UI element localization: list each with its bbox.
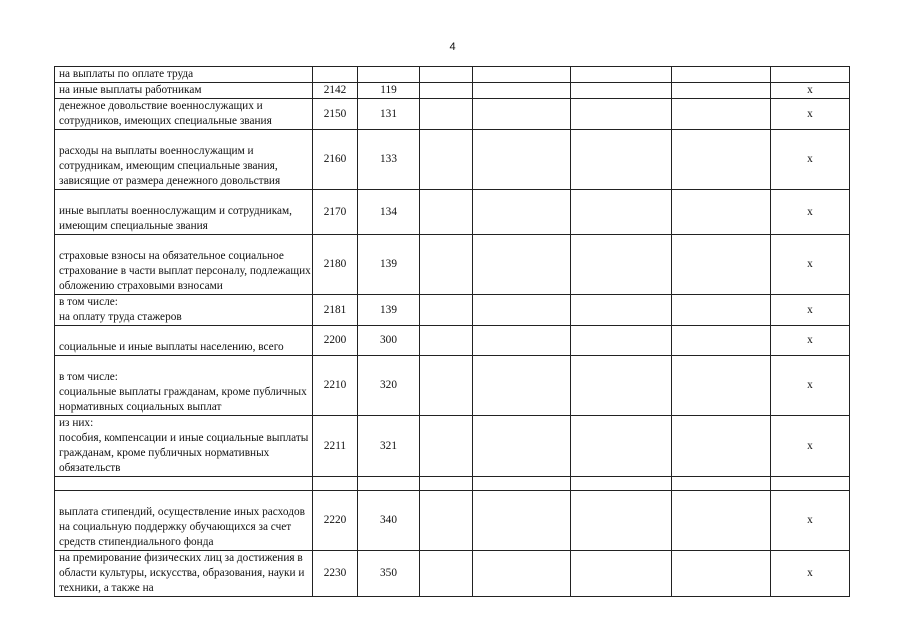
empty-cell	[672, 551, 771, 597]
empty-cell	[571, 491, 672, 551]
empty-cell	[420, 356, 473, 416]
empty-cell	[473, 99, 571, 130]
table-row	[55, 99, 850, 130]
row-code-cell: 2210	[313, 356, 358, 416]
row-kosgu-cell: 350	[358, 551, 420, 597]
row-x-cell: x	[771, 235, 850, 295]
empty-cell	[571, 326, 672, 356]
empty-cell	[420, 551, 473, 597]
table-row	[55, 326, 850, 356]
row-name-cell	[55, 477, 313, 491]
row-kosgu-cell: 300	[358, 326, 420, 356]
empty-cell	[672, 356, 771, 416]
row-x-cell: x	[771, 356, 850, 416]
empty-cell	[571, 99, 672, 130]
empty-cell	[420, 99, 473, 130]
empty-cell	[571, 130, 672, 190]
empty-cell	[420, 491, 473, 551]
empty-cell	[571, 477, 672, 491]
row-kosgu-cell: 133	[358, 130, 420, 190]
row-code-cell: 2230	[313, 551, 358, 597]
row-kosgu-cell: 320	[358, 356, 420, 416]
row-x-cell	[771, 67, 850, 83]
row-name-cell: страховые взносы на обязательное социальное страхование в части выплат персоналу, подлежащих обложению страховыми взносами	[55, 235, 313, 295]
empty-cell	[571, 551, 672, 597]
empty-cell	[571, 67, 672, 83]
row-name-cell: социальные и иные выплаты населению, всего	[55, 326, 313, 356]
row-kosgu-cell	[358, 67, 420, 83]
empty-cell	[473, 295, 571, 326]
empty-cell	[571, 190, 672, 235]
empty-cell	[420, 326, 473, 356]
row-x-cell: x	[771, 551, 850, 597]
empty-cell	[473, 83, 571, 99]
row-kosgu-cell: 139	[358, 295, 420, 326]
row-code-cell: 2181	[313, 295, 358, 326]
empty-cell	[672, 67, 771, 83]
row-x-cell: x	[771, 295, 850, 326]
empty-cell	[473, 190, 571, 235]
row-kosgu-cell: 340	[358, 491, 420, 551]
empty-cell	[571, 235, 672, 295]
empty-cell	[420, 83, 473, 99]
row-code-cell	[313, 67, 358, 83]
row-code-cell: 2180	[313, 235, 358, 295]
table-row	[55, 491, 850, 551]
empty-cell	[473, 491, 571, 551]
empty-cell	[672, 99, 771, 130]
row-name-cell: на выплаты по оплате труда	[55, 67, 313, 83]
row-kosgu-cell: 119	[358, 83, 420, 99]
row-name-cell: на иные выплаты работникам	[55, 83, 313, 99]
row-name-cell: иные выплаты военнослужащим и сотрудникам, имеющим специальные звания	[55, 190, 313, 235]
empty-cell	[672, 235, 771, 295]
empty-cell	[420, 295, 473, 326]
row-kosgu-cell: 131	[358, 99, 420, 130]
row-kosgu-cell	[358, 477, 420, 491]
empty-cell	[473, 477, 571, 491]
row-code-cell: 2211	[313, 416, 358, 477]
empty-cell	[672, 130, 771, 190]
empty-cell	[672, 295, 771, 326]
empty-cell	[571, 356, 672, 416]
row-code-cell: 2200	[313, 326, 358, 356]
row-x-cell: x	[771, 326, 850, 356]
row-x-cell: x	[771, 99, 850, 130]
row-x-cell: x	[771, 416, 850, 477]
empty-cell	[571, 416, 672, 477]
empty-cell	[473, 130, 571, 190]
empty-cell	[672, 83, 771, 99]
page-number: 4	[449, 41, 456, 53]
row-code-cell: 2220	[313, 491, 358, 551]
row-code-cell: 2160	[313, 130, 358, 190]
table-row	[55, 477, 850, 491]
row-name-cell: в том числе: социальные выплаты гражданам, кроме публичных нормативных социальных выплат	[55, 356, 313, 416]
empty-cell	[420, 477, 473, 491]
row-code-cell: 2170	[313, 190, 358, 235]
row-x-cell: x	[771, 190, 850, 235]
table-row	[55, 416, 850, 477]
empty-cell	[420, 416, 473, 477]
budget-table	[54, 66, 850, 597]
table-row	[55, 83, 850, 99]
table-row	[55, 235, 850, 295]
table-row	[55, 295, 850, 326]
empty-cell	[420, 235, 473, 295]
row-code-cell: 2142	[313, 83, 358, 99]
empty-cell	[672, 326, 771, 356]
row-name-cell: на премирование физических лиц за достижения в области культуры, искусства, образования, науки и техники, а также на	[55, 551, 313, 597]
row-x-cell: x	[771, 83, 850, 99]
empty-cell	[672, 491, 771, 551]
empty-cell	[473, 416, 571, 477]
empty-cell	[420, 190, 473, 235]
empty-cell	[473, 551, 571, 597]
row-kosgu-cell: 134	[358, 190, 420, 235]
empty-cell	[420, 67, 473, 83]
empty-cell	[672, 190, 771, 235]
empty-cell	[473, 356, 571, 416]
table-row	[55, 130, 850, 190]
row-name-cell: денежное довольствие военнослужащих и сотрудников, имеющих специальные звания	[55, 99, 313, 130]
empty-cell	[473, 326, 571, 356]
row-x-cell	[771, 477, 850, 491]
row-x-cell: x	[771, 491, 850, 551]
row-name-cell: из них: пособия, компенсации и иные социальные выплаты гражданам, кроме публичных нормативных обязательств	[55, 416, 313, 477]
empty-cell	[571, 295, 672, 326]
table-row	[55, 356, 850, 416]
row-x-cell: x	[771, 130, 850, 190]
row-kosgu-cell: 139	[358, 235, 420, 295]
row-code-cell	[313, 477, 358, 491]
empty-cell	[672, 477, 771, 491]
row-name-cell: выплата стипендий, осуществление иных расходов на социальную поддержку обучающихся за счет средств стипендиального фонда	[55, 491, 313, 551]
table-row	[55, 67, 850, 83]
empty-cell	[672, 416, 771, 477]
empty-cell	[420, 130, 473, 190]
row-name-cell: расходы на выплаты военнослужащим и сотрудникам, имеющим специальные звания, зависящие от размера денежного довольствия	[55, 130, 313, 190]
empty-cell	[571, 83, 672, 99]
empty-cell	[473, 67, 571, 83]
row-kosgu-cell: 321	[358, 416, 420, 477]
row-name-cell: в том числе: на оплату труда стажеров	[55, 295, 313, 326]
table-row	[55, 551, 850, 597]
table-row	[55, 190, 850, 235]
row-code-cell: 2150	[313, 99, 358, 130]
empty-cell	[473, 235, 571, 295]
